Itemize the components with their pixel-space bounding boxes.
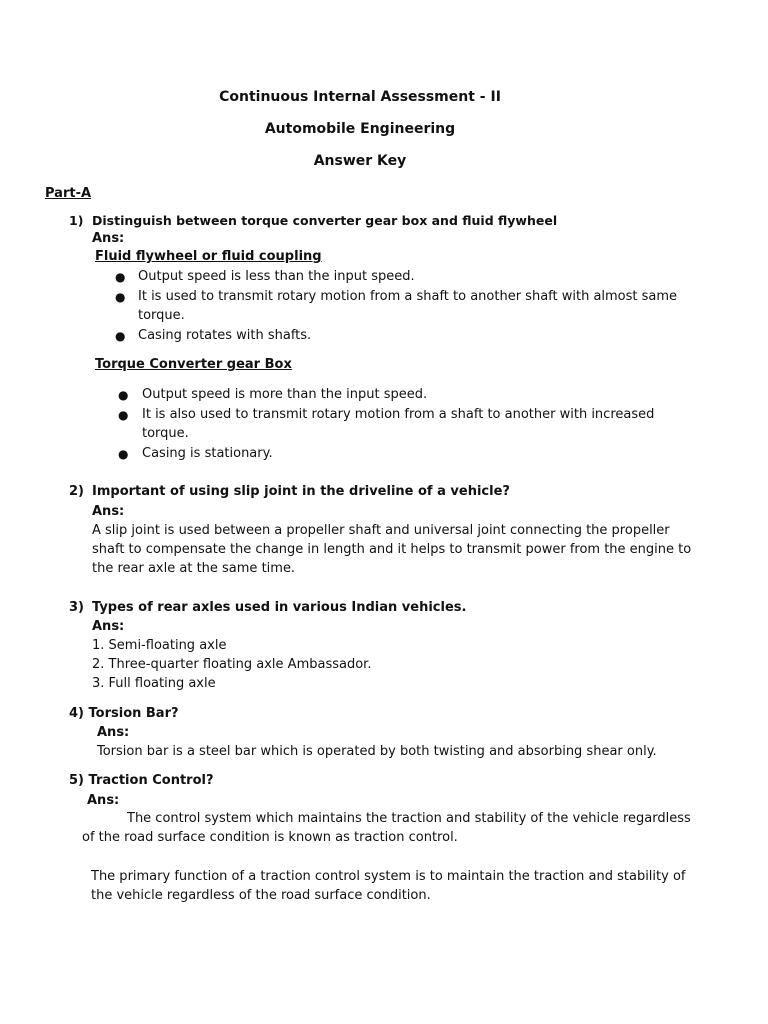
q2-question: Important of using slip joint in the driveline of a vehicle? xyxy=(92,484,510,499)
bullet-icon: ● xyxy=(118,447,129,461)
q1-sec1-item: Output speed is less than the input speed. xyxy=(138,269,415,284)
answer-key-title: Answer Key xyxy=(313,153,407,169)
q1-sec1-item-cont: torque. xyxy=(138,308,185,323)
q4-question: 4) Torsion Bar? xyxy=(69,706,179,721)
q3-answer-item: 1. Semi-floating axle xyxy=(92,638,227,653)
subject-title: Automobile Engineering xyxy=(264,121,456,137)
q5-answer-line: The primary function of a traction control system is to maintain the traction and stability of xyxy=(91,869,686,884)
q5-question: 5) Traction Control? xyxy=(69,773,214,788)
q1-question: Distinguish between torque converter gear box and fluid flywheel xyxy=(92,213,558,228)
q5-ans-label: Ans: xyxy=(87,793,120,808)
q1-sec1-item: Casing rotates with shafts. xyxy=(138,328,312,343)
q1-sec2-item: Output speed is more than the input speed. xyxy=(142,387,428,402)
q1-sec2-item: Casing is stationary. xyxy=(142,446,273,461)
q1-ans-label: Ans: xyxy=(92,231,125,246)
q2-answer-line: shaft to compensate the change in length and it helps to transmit power from the engine to xyxy=(92,542,692,557)
q1-number: 1) xyxy=(69,213,84,228)
q4-ans-label: Ans: xyxy=(97,725,130,740)
q5-answer-line: the vehicle regardless of the road surface condition. xyxy=(91,888,431,903)
q1-torque-converter-heading: Torque Converter gear Box xyxy=(95,357,292,372)
q3-question: Types of rear axles used in various Indian vehicles. xyxy=(92,600,467,615)
bullet-icon: ● xyxy=(118,388,129,402)
q3-number: 3) xyxy=(69,600,84,615)
document-title: Continuous Internal Assessment - II xyxy=(219,89,501,105)
q3-answer-item: 2. Three-quarter floating axle Ambassador. xyxy=(92,657,372,672)
part-a-label: Part-A xyxy=(45,186,92,201)
q2-number: 2) xyxy=(69,484,84,499)
bullet-icon: ● xyxy=(115,329,126,343)
q1-sec2-item: It is also used to transmit rotary motion from a shaft to another with increased xyxy=(142,407,655,422)
q1-fluid-flywheel-heading: Fluid flywheel or fluid coupling xyxy=(95,249,322,264)
q2-answer-line: the rear axle at the same time. xyxy=(92,561,296,576)
bullet-icon: ● xyxy=(118,408,129,422)
q4-answer-line: Torsion bar is a steel bar which is operated by both twisting and absorbing shear only. xyxy=(97,744,657,759)
q3-answer-item: 3. Full floating axle xyxy=(92,676,216,691)
q5-answer-line: The control system which maintains the traction and stability of the vehicle regardless xyxy=(127,811,691,826)
q1-sec2-item-cont: torque. xyxy=(142,426,189,441)
bullet-icon: ● xyxy=(115,290,126,304)
q1-sec1-item: It is used to transmit rotary motion from a shaft to another shaft with almost same xyxy=(138,289,678,304)
q5-answer-line: of the road surface condition is known as traction control. xyxy=(82,830,458,845)
q2-ans-label: Ans: xyxy=(92,504,125,519)
q2-answer-line: A slip joint is used between a propeller shaft and universal joint connecting the propeller xyxy=(92,523,670,538)
bullet-icon: ● xyxy=(115,270,126,284)
q3-ans-label: Ans: xyxy=(92,619,125,634)
